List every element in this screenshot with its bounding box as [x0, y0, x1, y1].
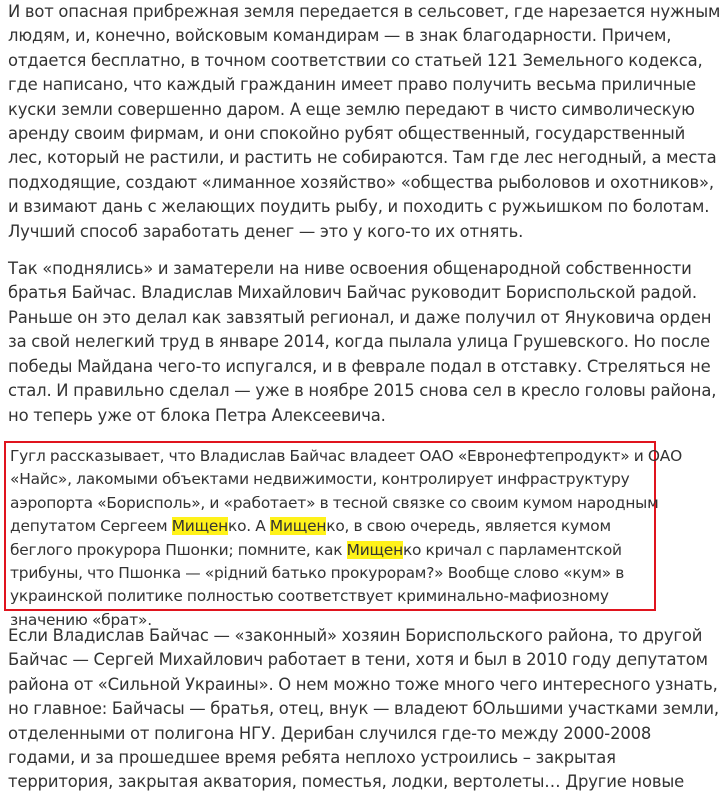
text-line: отделенными от полигона НГУ. Дерибан случился где-то между 2000-2008	[8, 723, 652, 743]
text-line: людям, и, конечно, войсковым командирам — в знак благодарности. Причем,	[8, 26, 672, 46]
text-line: победы Майдана чего-то испугался, и в феврале подал в отставку. Стреляться не	[8, 356, 711, 376]
paragraph-sergey-baychas	[8, 624, 719, 795]
text-line: Лучший способ заработать денег — это у кого-то их отнять.	[8, 221, 524, 241]
text-line: куски земли совершенно даром. А еще землю передают в чисто символическую	[8, 99, 695, 119]
text-line: годами, и за прошедшее время ребята неплохо устроились – закрытая	[8, 747, 616, 767]
text-fragment: ко, в свою очередь, является кумом	[326, 517, 611, 536]
search-highlight: Мищен	[171, 517, 228, 536]
text-fragment: беглого прокурора Пшонки; помните, как	[10, 540, 347, 559]
text-line: Байчас — Сергей Михайлович работает в тени, хотя и был в 2010 году депутатом	[8, 650, 708, 670]
text-line: «Найс», лакомыми объектами недвижимости, контролирует инфраструктуру	[10, 470, 630, 489]
text-line: Если Владислав Байчас — «законный» хозяин Бориспольского района, то другой	[8, 625, 703, 645]
text-line: подходящие, создают «лиманное хозяйство» «общества рыболовов и охотников»,	[8, 172, 714, 192]
text-line: где написано, что каждый гражданин имеет право получить весьма приличные	[8, 75, 696, 95]
text-line: лес, который не растили, и растить не собираются. Там где лес негодный, а места	[8, 148, 717, 168]
text-line: значению «брат».	[10, 610, 152, 629]
search-highlight: Мищен	[346, 540, 403, 559]
text-line: района от «Сильной Украины». О нем можно тоже много чего интересного узнать,	[8, 674, 718, 694]
text-line-with-highlights	[10, 539, 650, 562]
text-fragment: ко кричал с парламентской	[402, 540, 622, 559]
article-body	[8, 0, 720, 795]
text-line: аэропорта «Борисполь», и «работает» в тесной связке со своим кумом народным	[10, 493, 659, 512]
paragraph-land-transfer	[8, 0, 720, 244]
text-line: Гугл рассказывает, что Владислав Байчас владеет ОАО «Евронефтепродукт» и ОАО	[10, 446, 682, 465]
text-line: и взимают дань с желающих поудить рыбу, и походить с ружьишком по болотам.	[8, 197, 710, 217]
text-fragment: ко. А	[228, 517, 270, 536]
text-line: братья Байчас. Владислав Михайлович Байчас руководит Бориспольской радой.	[8, 283, 697, 303]
paragraph-baychas-brothers	[8, 257, 717, 428]
text-line: Раньше он это делал как завзятый регионал, и даже получил от Януковича орден	[8, 307, 712, 327]
text-line: украинской политике полностью соответствует криминально-мафиозному	[10, 587, 609, 606]
text-fragment: депутатом Сергеем	[10, 517, 172, 536]
text-line: стал. И правильно сделал — уже в ноябре 2015 снова сел в кресло головы района,	[8, 381, 717, 401]
text-line: отдается бесплатно, в точном соответствии со статьей 121 Земельного кодекса,	[8, 50, 703, 70]
text-line: но теперь уже от блока Петра Алексеевича.	[8, 405, 386, 425]
text-line: но главное: Байчасы — братья, отец, внук — владеют бОльшими участками земли,	[8, 699, 719, 719]
text-line: трибуны, что Пшонка — «рідний батько прокурорам?» Вообще слово «кум» в	[10, 563, 625, 582]
text-line-with-highlights	[10, 515, 650, 538]
text-line: И вот опасная прибрежная земля передается в сельсовет, где нарезается нужным	[8, 2, 720, 21]
search-highlight: Мищен	[269, 517, 327, 536]
text-line: за свой нелегкий труд в январе 2014, когда пылала улица Грушевского. Но после	[8, 332, 710, 352]
text-line: аренду своим фирмам, и они спокойно рубят общественный, государственный	[8, 124, 686, 144]
text-line: Так «поднялись» и заматерели на ниве освоения общенародной собственности	[8, 259, 692, 279]
highlighted-quote-box	[4, 441, 682, 629]
text-line: территория, закрытая акватория, поместья, лодки, вертолеты… Другие новые	[8, 772, 685, 792]
